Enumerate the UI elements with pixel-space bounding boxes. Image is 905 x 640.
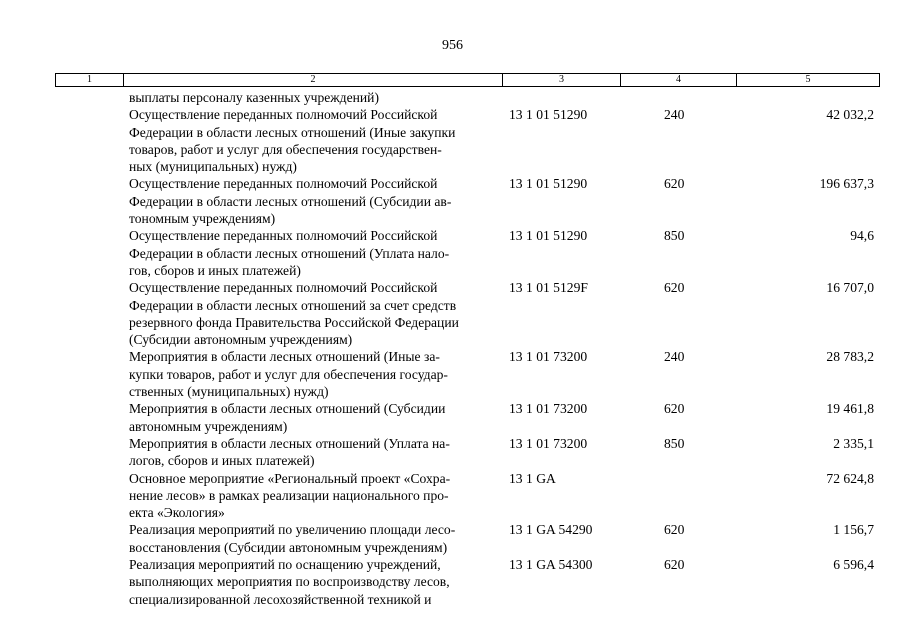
amount-value: 94,6 — [850, 228, 874, 244]
target-article-code: 13 1 01 51290 — [509, 228, 588, 244]
description-line: нение лесов» в рамках реализации национального про- — [129, 487, 449, 503]
description-line: Основное мероприятие «Региональный проект «Сохра- — [129, 470, 451, 486]
amount-value — [736, 89, 878, 106]
expense-type-code: 620 — [664, 280, 685, 296]
description-line: Осуществление переданных полномочий Российской — [129, 176, 438, 192]
target-article-code: 13 1 01 51290 — [509, 107, 588, 123]
description-line: (Субсидии автономным учреждениям) — [129, 332, 353, 348]
description-line: Реализация мероприятий по оснащению учреждений, — [129, 557, 441, 573]
description-line: Федерации в области лесных отношений (Уплата нало- — [129, 245, 450, 261]
amount-value: 42 032,2 — [826, 107, 874, 123]
description-line: ных (муниципальных) нужд) — [129, 159, 297, 175]
row-description — [123, 227, 502, 279]
row-description — [123, 106, 502, 175]
target-article-code — [502, 89, 620, 106]
description-line: Федерации в области лесных отношений за счет средств — [129, 297, 457, 313]
target-article-code: 13 1 01 73200 — [509, 401, 588, 417]
description-line: выплаты персоналу казенных учреждений) — [129, 90, 379, 105]
column-header-4: 4 — [621, 74, 737, 86]
row-description — [123, 521, 502, 556]
row-description — [123, 470, 502, 522]
amount-value: 72 624,8 — [826, 470, 874, 486]
description-line: Мероприятия в области лесных отношений (Иные за- — [129, 349, 440, 365]
expense-type-code: 240 — [664, 107, 685, 123]
row-description — [123, 435, 502, 470]
description-line: Федерации в области лесных отношений (Иные закупки — [129, 124, 456, 140]
row-description — [123, 348, 502, 400]
description-line: тономным учреждениям) — [129, 211, 276, 227]
description-line: резервного фонда Правительства Российской Федерации — [129, 314, 459, 330]
table-row — [55, 175, 880, 227]
table-row — [55, 227, 880, 279]
table-row — [55, 435, 880, 470]
description-line: ственных (муниципальных) нужд) — [129, 384, 329, 400]
row-description — [123, 279, 502, 348]
amount-value: 1 156,7 — [833, 522, 874, 538]
expense-type-code: 240 — [664, 349, 685, 365]
description-line: купки товаров, работ и услуг для обеспечения государ- — [129, 366, 448, 382]
amount-value: 16 707,0 — [826, 280, 874, 296]
table-row — [55, 279, 880, 348]
table-header — [55, 73, 880, 87]
expense-type-code: 620 — [664, 522, 685, 538]
description-line: Реализация мероприятий по увеличению площади лесо- — [129, 522, 456, 538]
table-row — [55, 106, 880, 175]
description-line: Мероприятия в области лесных отношений (Уплата на- — [129, 435, 450, 451]
description-line: Осуществление переданных полномочий Российской — [129, 228, 438, 244]
target-article-code: 13 1 01 73200 — [509, 349, 588, 365]
description-line: Осуществление переданных полномочий Российской — [129, 107, 438, 123]
table-row — [55, 400, 880, 435]
table-body — [55, 89, 880, 608]
amount-value: 19 461,8 — [826, 401, 874, 417]
target-article-code: 13 1 01 5129F — [509, 280, 588, 296]
target-article-code: 13 1 01 51290 — [509, 176, 588, 192]
description-line: Федерации в области лесных отношений (Субсидии ав- — [129, 193, 452, 209]
row-description — [123, 556, 502, 608]
description-line: восстановления (Субсидии автономным учреждениям) — [129, 539, 448, 555]
column-header-3: 3 — [503, 74, 621, 86]
table-row — [55, 89, 880, 106]
target-article-code: 13 1 GA 54300 — [509, 557, 593, 573]
expense-type-code: 850 — [664, 228, 685, 244]
column-header-5: 5 — [805, 74, 811, 85]
row-description — [123, 400, 502, 435]
description-line: гов, сборов и иных платежей) — [129, 262, 301, 278]
table-row — [55, 556, 880, 608]
expense-type-code: 850 — [664, 435, 685, 451]
expense-type-code: 620 — [664, 557, 685, 573]
target-article-code: 13 1 GA 54290 — [509, 522, 593, 538]
amount-value: 196 637,3 — [819, 176, 874, 192]
target-article-code: 13 1 GA — [509, 470, 556, 486]
table-row — [55, 470, 880, 522]
amount-value: 28 783,2 — [826, 349, 874, 365]
amount-value: 2 335,1 — [833, 435, 874, 451]
target-article-code: 13 1 01 73200 — [509, 435, 588, 451]
expense-type-code: 620 — [664, 176, 685, 192]
description-line: автономным учреждениям) — [129, 418, 288, 434]
description-line: логов, сборов и иных платежей) — [129, 453, 315, 469]
description-line: товаров, работ и услуг для обеспечения государствен- — [129, 141, 442, 157]
table-row — [55, 521, 880, 556]
description-line: выполняющих мероприятия по воспроизводству лесов, — [129, 574, 450, 590]
description-line: Мероприятия в области лесных отношений (Субсидии — [129, 401, 446, 417]
row-description — [123, 175, 502, 227]
page-number: 956 — [442, 38, 463, 53]
description-line: специализированной лесохозяйственной техникой и — [129, 591, 432, 607]
expense-type-code — [620, 89, 736, 106]
expense-type-code: 620 — [664, 401, 685, 417]
amount-value: 6 596,4 — [833, 557, 874, 573]
description-line: екта «Экология» — [129, 505, 225, 521]
table-row — [55, 348, 880, 400]
column-header-2: 2 — [124, 74, 503, 86]
column-header-1: 1 — [56, 74, 124, 86]
description-line: Осуществление переданных полномочий Российской — [129, 280, 438, 296]
row-description — [123, 89, 502, 106]
expense-type-code — [620, 470, 736, 522]
